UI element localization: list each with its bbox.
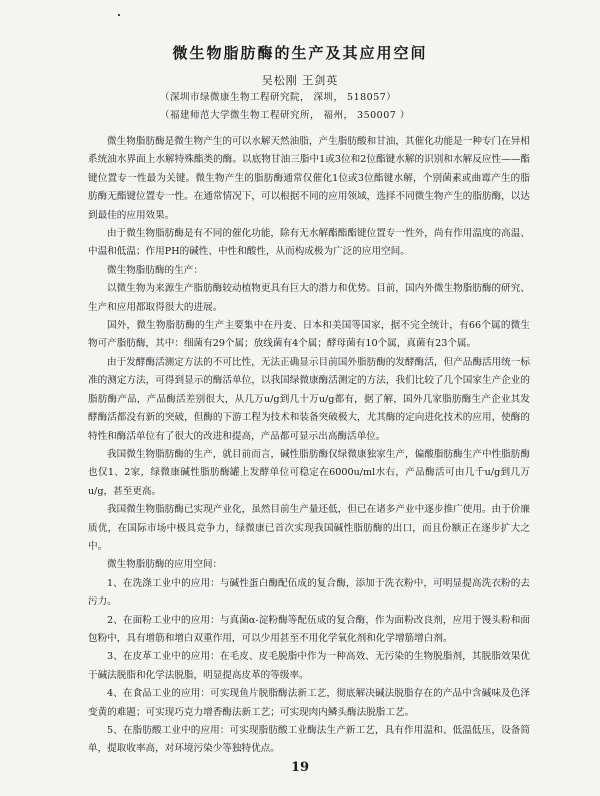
body-paragraph: 我国微生物脂肪酶已实现产业化，虽然目前生产量还低，但已在诸多产业中逐步推广使用。由于价廉质优，在国际市场中极具竞争力，绿微康已首次实现我国碱性脂肪酶的出口，而且份额正在逐步扩大之中。 — [88, 504, 530, 552]
section-heading: 微生物脂肪酶的生产： — [107, 264, 203, 276]
body-paragraph: 微生物脂肪酶是微生物产生的可以水解天然油脂，产生脂肪酸和甘油，其催化功能是一种专门在异相系统油水界面上水解特殊酯类的酶。以底物甘油三脂中1或3位和2位酯键水解的识别和水解反应性——酯键位置专一性最为关键。微生物产生的脂肪酶通常仅催化1位或3位酯键水解，个别菌素或曲霉产生的脂肪酶无酯键位置专一性。在通常情况下，可以根据不同的应用领域，选择不同微生物产生的脂肪酶，以达到最佳的应用效果。 — [88, 136, 530, 221]
affiliation-1: （深圳市绿微康生物工程研究院， 深圳， 518057） — [160, 92, 397, 103]
list-item: 2、在面粉工业中的应用：与真菌α-淀粉酶等配伍成的复合酶，作为面粉改良剂，应用于馒头粉和面包粉中，具有增筋和增白双重作用，可以少用甚至不用化学氧化剂和化学增筋增白剂。 — [88, 614, 530, 644]
article-authors: 吴松刚 王剑英 — [261, 74, 339, 87]
article-body — [88, 133, 530, 759]
body-paragraph: 由于微生物脂肪酶是有不同的催化功能，除有无水解酯酯酯键位置专一性外，尚有作用温度的高温、中温和低温；作用PH的碱性、中性和酸性，从而构成极为广泛的应用空间。 — [88, 228, 530, 258]
section-heading: 微生物脂肪酶的应用空间： — [107, 559, 223, 571]
list-item: 1、在洗涤工业中的应用：与碱性蛋白酶配伍成的复合酶，添加于洗衣粉中，可明显提高洗衣粉的去污力。 — [88, 577, 530, 608]
list-item: 4、在食品工业的应用：可实现鱼片脱脂酶法新工艺，彻底解决碱法脱脂存在的产品中含碱味及色泽变黄的难题；可实现巧克力增香酶法新工艺；可实现肉内鳞头酶法脱脂工艺。 — [88, 688, 530, 718]
list-item: 3、在皮革工业中的应用：在毛皮、皮毛脱脂中作为一种高效、无污染的生物脱脂剂，其脱脂效果优于碱法脱脂和化学法脱脂，明显提高皮革的等级率。 — [88, 651, 530, 681]
body-paragraph: 国外，微生物脂肪酶的生产主要集中在丹麦、日本和美国等国家，据不完全统计，有66个属的微生物可产脂肪酶，其中：细菌有29个属；放线菌有4个属；酵母菌有10个属，真菌有23个属。 — [88, 320, 530, 350]
article-title: 微生物脂肪酶的生产及其应用空间 — [172, 44, 428, 62]
body-paragraph: 我国微生物脂肪酶的生产，就目前而言，碱性脂肪酶仅绿微康独家生产，偏酸脂肪酶生产中性脂肪酶也仅1、2家，绿微康碱性脂肪酶罐上发酵单位可稳定在6000u/ml水右，产品酶活可由几千u/g到几万u/g，甚至更高。 — [88, 448, 530, 497]
page-number: 19 — [290, 760, 310, 775]
affiliation-2: （福建师范大学微生物工程研究所， 福州， 350007 ） — [160, 110, 410, 121]
list-item: 5、在脂肪酸工业中的应用：可实现脂肪酸工业酶法生产新工艺，具有作用温和、低温低压，设备简单，提取收率高，对环境污染少等独特优点。 — [88, 725, 530, 755]
body-paragraph: 以微生物为来源生产脂肪酶较动植物更具有巨大的潜力和优势。目前，国内外微生物脂肪酶的研究、生产和应用都取得很大的进展。 — [88, 283, 530, 313]
scan-speck — [118, 14, 120, 16]
body-paragraph: 由于发酵酶活测定方法的不可比性，无法正确显示目前国外脂肪酶的发酵酶活，但产品酶活用统一标准的测定方法，可得到显示的酶活单位，以我国绿微康酶活测定的方法，我们比较了几个国家生产企业的脂肪酶产品，产品酶活差别很大，从几万u/g到几十万u/g都有，据了解，国外几家脂肪酶生产企业其发酵酶活都没有新的突破，但酶的下游工程为技术和装备突破极大，尤其酶的定向进化技术的应用，使酶的特性和酶活单位有了很大的改进和提高，产品都可显示出高酶活单位。 — [88, 356, 530, 442]
